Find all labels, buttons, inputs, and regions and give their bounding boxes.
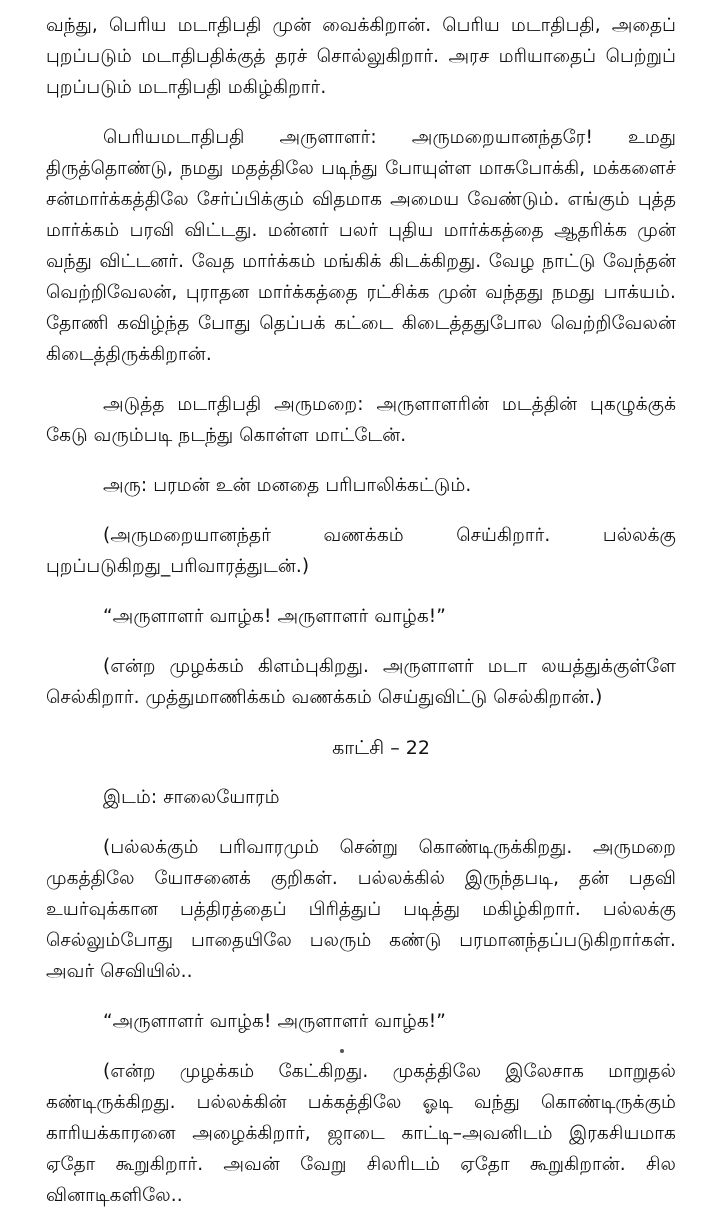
paragraph-arumarai-reply: அடுத்த மடாதிபதி அருமறை: அருளாளரின் மடத்தின் புகழுக்குக் கேடு வரும்படி நடந்து கொள்ள மாட்டேன்.: [46, 394, 676, 446]
scene-heading: காட்சி – 22: [332, 737, 430, 759]
paragraph-stage-direction-1: (அருமறையானந்தர் வணக்கம் செய்கிறார். பல்லக்கு புறப்படுகிறது_பரிவாரத்துடன்.): [46, 525, 676, 577]
paragraph-location: இடம்: சாலையோரம்: [103, 787, 280, 808]
document-page: [46, 10, 676, 1211]
paragraph-slogan-2: “அருளாளர் வாழ்க! அருளாளர் வாழ்க!”: [103, 1011, 446, 1032]
paragraph-stage-direction-4: (என்ற முழக்கம் கேட்கிறது. முகத்திலே இலேசாக மாறுதல் கண்டிருக்கிறது. பல்லக்கின் பக்கத்திலே ஓடி வந்து கொண்டிருக்கும் காரியக்காரனை அழைக்கிறார், ஜாடை காட்டி–அவனிடம் இரகசியமாக ஏதோ கூறுகிறார். அவன் வேறு சிலரிடம் ஏதோ கூறுகிறான். சில வினாடிகளிலே..: [46, 1061, 676, 1206]
paragraph-blessing: அரு: பரமன் உன் மனதை பரிபாலிக்கட்டும்.: [103, 475, 472, 496]
page-mark: [340, 1049, 344, 1053]
paragraph-slogan-1: “அருளாளர் வாழ்க! அருளாளர் வாழ்க!”: [103, 606, 446, 627]
paragraph-stage-direction-3: (பல்லக்கும் பரிவாரமும் சென்று கொண்டிருக்கிறது. அருமறை முகத்திலே யோசனைக் குறிகள். பல்லக்கில் இருந்தபடி, தன் பதவி உயர்வுக்கான பத்திரத்தைப் பிரித்துப் படித்து மகிழ்கிறார். பல்லக்கு செல்லும்போது பாதையிலே பலரும் கண்டு பரமானந்தப்படுகிறார்கள். அவர் செவியில்..: [46, 837, 676, 982]
paragraph-aruLaLar-speech: பெரியமடாதிபதி அருளாளர்: அருமறையானந்தரே! உமது திருத்தொண்டு, நமது மதத்திலே படிந்து போயுள்ள மாசுபோக்கி, மக்களைச் சன்மார்க்கத்திலே சேர்ப்பிக்கும் விதமாக அமைய வேண்டும். எங்கும் புத்த மார்க்கம் பரவி விட்டது. மன்னர் பலர் புதிய மார்க்கத்தை ஆதரிக்க முன் வந்து விட்டனர். வேத மார்க்கம் மங்கிக் கிடக்கிறது. வேழ நாட்டு வேந்தன் வெற்றிவேலன், புராதன மார்க்கத்தை ரட்சிக்க முன் வந்தது நமது பாக்யம். தோணி கவிழ்ந்த போது தெப்பக் கட்டை கிடைத்ததுபோல வெற்றிவேலன் கிடைத்திருக்கிறான்.: [46, 127, 676, 365]
paragraph-stage-direction-2: (என்ற முழக்கம் கிளம்புகிறது. அருளாளர் மடா லயத்துக்குள்ளே செல்கிறார். முத்துமாணிக்கம் வணக்கம் செய்துவிட்டு செல்கிறான்.): [46, 656, 676, 708]
paragraph-opening: வந்து, பெரிய மடாதிபதி முன் வைக்கிறான். பெரிய மடாதிபதி, அதைப் புறப்படும் மடாதிபதிக்குத் தரச் சொல்லுகிறார். அரச மரியாதைப் பெற்றுப் புறப்படும் மடாதிபதி மகிழ்கிறார்.: [46, 15, 676, 98]
